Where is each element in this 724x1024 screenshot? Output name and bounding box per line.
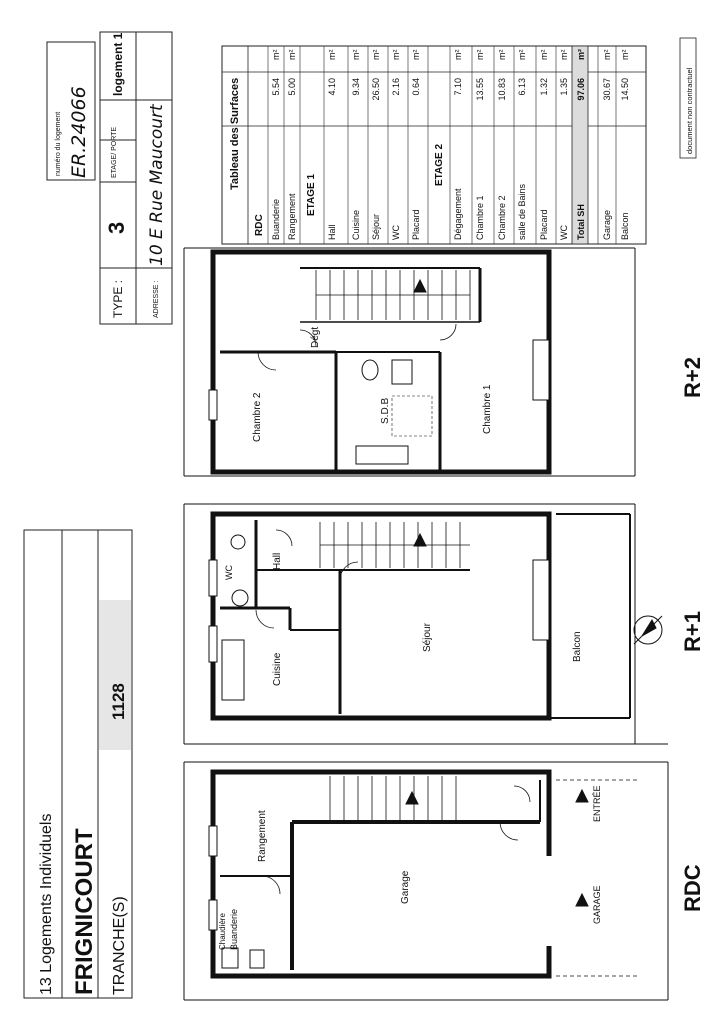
- tranche-value: 1128: [109, 683, 128, 720]
- section-title-rdc: RDC: [254, 214, 265, 236]
- room-label: Garage: [400, 870, 411, 904]
- adresse-value: 10 E Rue Maucourt: [147, 104, 167, 266]
- surfaces-table: [222, 46, 646, 244]
- svg-text:m²: m²: [559, 49, 569, 60]
- svg-text:m²: m²: [453, 49, 463, 60]
- svg-text:WC: WC: [559, 225, 569, 240]
- svg-text:m²: m²: [411, 49, 421, 60]
- surface-annex-row: [620, 50, 630, 241]
- room-label: Cuisine: [272, 652, 283, 686]
- room-label: Hall: [272, 552, 283, 570]
- svg-text:10.83: 10.83: [497, 78, 507, 101]
- svg-text:2.16: 2.16: [391, 78, 401, 96]
- section-title-etage2: ETAGE 2: [434, 143, 445, 186]
- level-label-r2: R+2: [680, 357, 705, 398]
- svg-text:Placard: Placard: [539, 209, 549, 240]
- surface-row: [371, 50, 381, 241]
- level-label-r1: R+1: [680, 611, 705, 652]
- svg-text:Buanderie: Buanderie: [271, 198, 281, 240]
- surfaces-title: Tableau des Surfaces: [229, 77, 241, 190]
- svg-text:salle de Bains: salle de Bains: [517, 183, 527, 240]
- svg-text:26.50: 26.50: [371, 78, 381, 101]
- etage-label: ETAGE/ PORTE: [111, 126, 118, 178]
- svg-text:m²: m²: [576, 49, 586, 60]
- svg-text:6.13: 6.13: [517, 78, 527, 96]
- commune-name: FRIGNICOURT: [71, 828, 98, 995]
- svg-text:9.34: 9.34: [351, 78, 361, 96]
- room-label: Balcon: [572, 631, 583, 662]
- svg-text:Séjour: Séjour: [371, 213, 381, 240]
- svg-text:Total SH: Total SH: [576, 204, 586, 240]
- svg-text:m²: m²: [287, 49, 297, 60]
- svg-text:Rangement: Rangement: [287, 193, 297, 240]
- svg-text:13.55: 13.55: [475, 78, 485, 101]
- surface-row: [391, 50, 401, 241]
- svg-text:m²: m²: [475, 49, 485, 60]
- surface-row: [517, 50, 527, 241]
- svg-text:Cuisine: Cuisine: [351, 209, 361, 240]
- entree-label: ENTRÉE: [592, 785, 602, 822]
- surface-row: [287, 50, 297, 241]
- programme-title: 13 Logements Individuels: [38, 813, 55, 995]
- room-label: WC: [224, 565, 234, 580]
- room-label: Chambre 1: [482, 384, 493, 434]
- surface-row: [559, 50, 569, 241]
- type-label: TYPE :: [111, 279, 125, 318]
- numero-label: numéro du logement: [55, 111, 62, 176]
- surface-row: [475, 50, 485, 241]
- svg-text:5.54: 5.54: [271, 78, 281, 96]
- room-label: Séjour: [422, 623, 433, 652]
- type-value: 3: [104, 221, 129, 234]
- surface-row: [497, 50, 507, 241]
- svg-text:Hall: Hall: [327, 224, 337, 240]
- svg-text:30.67: 30.67: [602, 78, 612, 101]
- room-label: Buanderie: [229, 908, 239, 950]
- svg-text:m²: m²: [539, 49, 549, 60]
- surface-row: [453, 50, 463, 241]
- svg-text:97.06: 97.06: [576, 78, 586, 101]
- room-label: Dégt: [310, 326, 321, 348]
- surface-row: [539, 50, 549, 241]
- notice-text: document non contractuel: [685, 67, 694, 154]
- svg-text:1.35: 1.35: [559, 78, 569, 96]
- svg-text:m²: m²: [391, 49, 401, 60]
- garage-door-label: GARAGE: [592, 885, 602, 924]
- svg-text:m²: m²: [497, 49, 507, 60]
- svg-text:Chambre 1: Chambre 1: [475, 195, 485, 240]
- surface-row: [327, 50, 337, 241]
- svg-text:m²: m²: [517, 49, 527, 60]
- svg-text:WC: WC: [391, 225, 401, 240]
- svg-text:4.10: 4.10: [327, 78, 337, 96]
- svg-text:m²: m²: [602, 49, 612, 60]
- svg-text:7.10: 7.10: [453, 78, 463, 96]
- surface-annex-row: [602, 50, 612, 241]
- tranche-label: TRANCHE(S): [111, 896, 128, 995]
- svg-text:m²: m²: [327, 49, 337, 60]
- room-label: S.D.B: [380, 397, 391, 424]
- svg-text:Placard: Placard: [411, 209, 421, 240]
- svg-text:1.32: 1.32: [539, 78, 549, 96]
- svg-text:m²: m²: [351, 49, 361, 60]
- room-label: Chaudière: [218, 913, 227, 950]
- svg-text:m²: m²: [371, 49, 381, 60]
- svg-text:Balcon: Balcon: [620, 212, 630, 240]
- surface-row: [411, 50, 421, 241]
- level-label-rdc: RDC: [680, 864, 705, 912]
- svg-text:0.64: 0.64: [411, 78, 421, 96]
- svg-text:m²: m²: [271, 49, 281, 60]
- section-title-etage1: ETAGE 1: [306, 173, 317, 216]
- room-label: Chambre 2: [252, 392, 263, 442]
- svg-text:5.00: 5.00: [287, 78, 297, 96]
- svg-text:Garage: Garage: [602, 209, 612, 240]
- svg-text:14.50: 14.50: [620, 78, 630, 101]
- svg-text:Chambre 2: Chambre 2: [497, 195, 507, 240]
- room-label: Rangement: [257, 810, 268, 862]
- svg-text:Dégagement: Dégagement: [453, 188, 463, 240]
- numero-value: ER.24066: [68, 86, 90, 178]
- surface-row: [271, 50, 281, 241]
- adresse-label: ADRESSE :: [153, 280, 160, 318]
- logement-label: logement 1: [111, 32, 125, 96]
- surface-row: [351, 50, 361, 241]
- svg-text:m²: m²: [620, 49, 630, 60]
